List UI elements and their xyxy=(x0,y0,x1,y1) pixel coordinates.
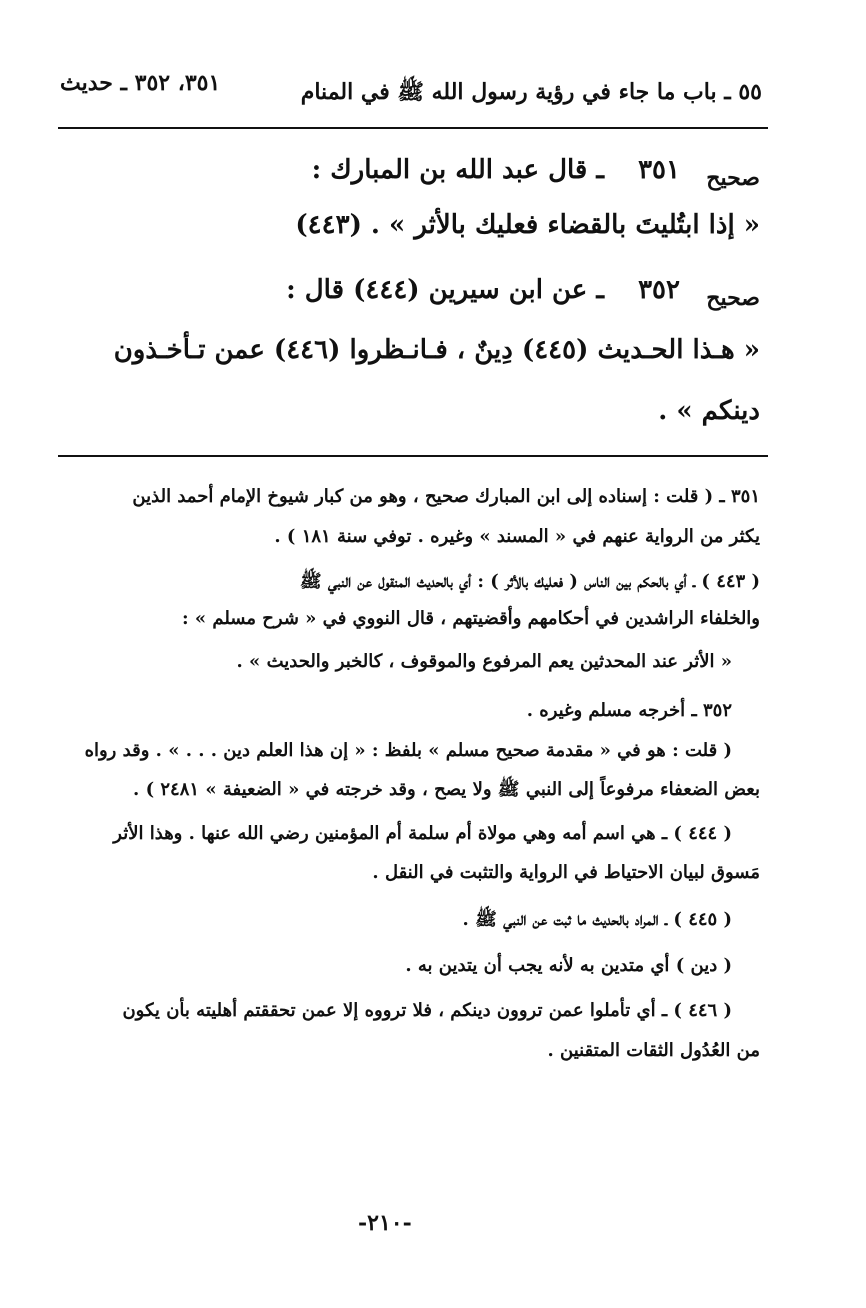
footnote-446-line-2: من العُدُول الثقات المتقنين . xyxy=(547,1040,760,1061)
footnote-351-line-1: ٣٥١ ـ ( قلت : إسناده إلى ابن المبارك صحيح ، وهو من كبار شيوخ الإمام أحمد الذين xyxy=(132,486,760,507)
footnote-352: ٣٥٢ ـ أخرجه مسلم وغيره . xyxy=(526,700,732,721)
hadith-351-grade: صحيح xyxy=(706,165,760,191)
footnote-443-line-2: والخلفاء الراشدين في أحكامهم وأقضيتهم ، قال النووي في « شرح مسلم » : xyxy=(181,608,760,629)
footnote-352-note-line-2: بعض الضعفاء مرفوعاً إلى النبي ﷺ ولا يصح ، وقد خرجته في « الضعيفة » ٢٤٨١ ) . xyxy=(133,779,760,800)
hadith-352-text-line-2: دينكم » . xyxy=(658,396,760,426)
hadith-351-intro: ـ قال عبد الله بن المبارك : xyxy=(311,155,604,185)
footnote-352-note-line-1: ( قلت : هو في « مقدمة صحيح مسلم » بلفظ : « إن هذا العلم دين . . . » . وقد رواه xyxy=(84,740,732,761)
footnote-443-line-1: ( ٤٤٣ ) ـ أي بالحكم بين الناس ( فعليك بالأثر ) : أي بالحديث المنقول عن النبي ﷺ xyxy=(299,571,760,592)
hadith-351-text: « إذا ابتُليتَ بالقضاء فعليك بالأثر » . (٤٤٣) xyxy=(295,210,760,240)
footnote-444-line-2: مَسوق لبيان الاحتياط في الرواية والتثبت في النقل . xyxy=(372,862,760,883)
footnote-445: ( ٤٤٥ ) ـ المراد بالحديث ما ثبت عن النبي ﷺ . xyxy=(462,909,732,930)
hadith-range: ٣٥١، ٣٥٢ ـ حديث xyxy=(60,70,221,96)
hadith-352-intro: ـ عن ابن سيرين (٤٤٤) قال : xyxy=(286,275,604,305)
hadith-351-number: ٣٥١ xyxy=(638,155,680,185)
footnote-443-quote: « الأثر عند المحدثين يعم المرفوع والموقوف ، كالخبر والحديث » . xyxy=(236,651,732,672)
page-number: -٢١٠- xyxy=(358,1210,412,1236)
hadith-352-grade: صحيح xyxy=(706,285,760,311)
footnote-445-note: ( دين ) أي متدين به لأنه يجب أن يتدين به . xyxy=(405,955,732,976)
header-rule xyxy=(58,127,768,129)
footnote-351-line-2: يكثر من الرواية عنهم في « المسند » وغيره . توفي سنة ١٨١ ) . xyxy=(274,526,760,547)
footnote-rule xyxy=(58,455,768,457)
footnote-444-line-1: ( ٤٤٤ ) ـ هي اسم أمه وهي مولاة أم سلمة أم المؤمنين رضي الله عنها . وهذا الأثر xyxy=(113,823,732,844)
chapter-title: ٥٥ ـ باب ما جاء في رؤية رسول الله ﷺ في المنام xyxy=(300,79,762,105)
hadith-352-text-line-1: « هـذا الحـديث (٤٤٥) دِينٌ ، فـانـظروا (٤٤٦) عمن تـأخـذون xyxy=(113,335,760,365)
footnote-446-line-1: ( ٤٤٦ ) ـ أي تأملوا عمن تروون دينكم ، فلا ترووه إلا عمن تحققتم أهليته بأن يكون xyxy=(122,1000,732,1021)
hadith-352-number: ٣٥٢ xyxy=(638,275,680,305)
